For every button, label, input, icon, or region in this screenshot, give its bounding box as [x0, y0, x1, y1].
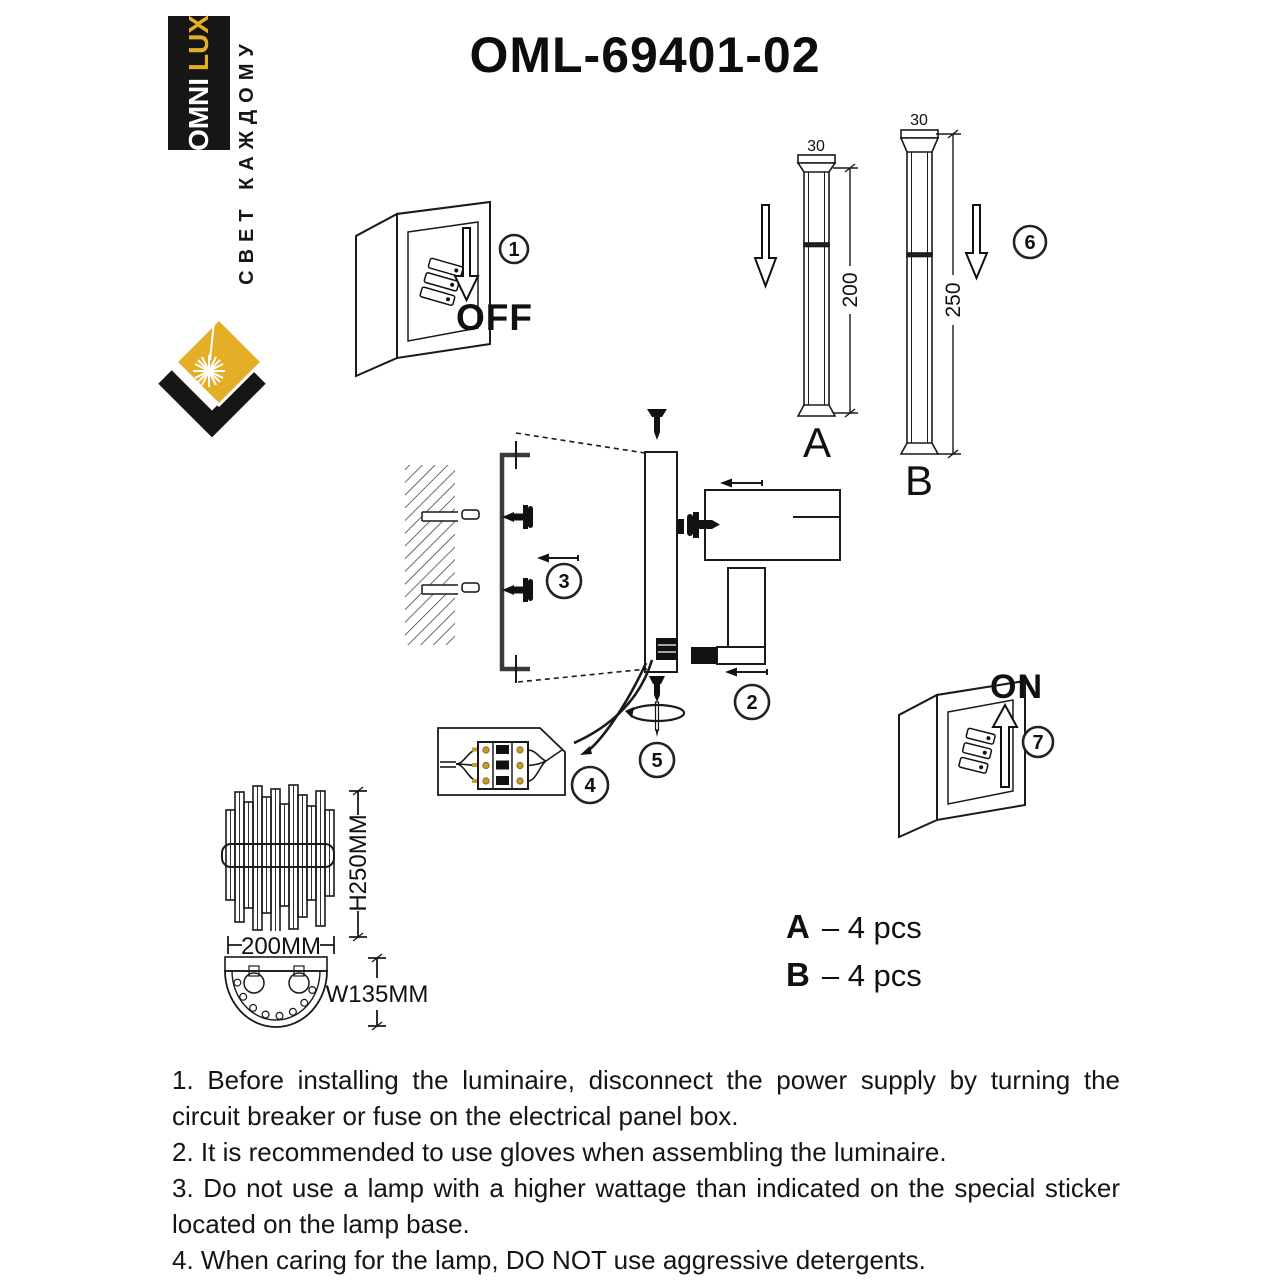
lamp-arm-base: [717, 647, 765, 664]
driver-box-drawing: [705, 490, 840, 560]
thin-screw-tip: [656, 730, 659, 737]
page-title: OML-69401-02: [469, 27, 821, 83]
wires-drawing: [574, 660, 652, 750]
center-band: [222, 844, 334, 867]
brand-wordmark-text: [168, 16, 230, 150]
height-dimension-label: H250MM: [345, 814, 372, 912]
rod-a-width-label: 30: [807, 138, 825, 155]
lamp-arm-connector: [691, 647, 717, 664]
screw-icon: [502, 578, 533, 602]
rod-b-drawing: [901, 130, 938, 454]
instructions-list: [172, 1062, 1120, 1278]
quantity-a-part: A: [786, 908, 810, 945]
alignment-dashed-line: [516, 433, 645, 453]
part-b-label: B: [904, 457, 934, 504]
brand-diamond-icon: [158, 316, 288, 451]
left-arrow-icon: [725, 668, 767, 677]
quantity-b-part: B: [786, 956, 810, 993]
wall-plate-top: [225, 957, 327, 971]
step-7-badge: [1023, 727, 1053, 757]
left-arrow-icon: [537, 554, 578, 563]
bulb-icon: [244, 966, 309, 993]
wire-connector-block: [656, 638, 678, 660]
step-7-number: 7: [1032, 732, 1044, 754]
step1-off-panel-diagram: [342, 192, 562, 382]
instruction-item: 3. Do not use a lamp with a higher wattage than indicated on the special sticker located on the lamp base.: [172, 1173, 1120, 1239]
brand-lux: LUX: [183, 14, 214, 71]
rod-b-length-label: 250: [942, 282, 965, 318]
step-5-number: 5: [651, 750, 663, 772]
rod-a-drawing: [798, 155, 835, 416]
logo-starburst-core: [205, 367, 214, 376]
step-4-badge: [572, 767, 608, 803]
left-arrow-icon: [720, 479, 762, 488]
step-4-number: 4: [584, 775, 596, 797]
down-arrow-icon: [755, 205, 776, 286]
down-arrow-icon: [966, 205, 987, 278]
part-a-label: A: [802, 419, 832, 466]
brand-tagline-text: СВЕТ КАЖДОМУ: [235, 37, 258, 285]
wall-drawing: [405, 465, 455, 645]
quantity-b-count: – 4 pcs: [821, 958, 922, 993]
terminal-block-drawing: [478, 742, 528, 789]
crystal-scallops: [234, 979, 316, 1019]
step-6-number: 6: [1024, 232, 1036, 254]
screw-icon: [687, 512, 720, 538]
alignment-dashed-line: [518, 669, 647, 682]
on-label: ON: [990, 668, 1043, 706]
step-2-number: 2: [746, 692, 758, 714]
rod-a-length-label: 200: [839, 272, 862, 308]
brand-tagline: [230, 10, 264, 312]
step-6-badge: [1014, 226, 1046, 258]
width-dimension-label: 200MM: [240, 933, 322, 960]
assembly-diagram: [390, 395, 875, 815]
rod-b-width-label: 30: [910, 112, 928, 129]
mounting-bracket-drawing: [502, 455, 530, 669]
wall-anchor-icon: [462, 510, 479, 592]
step-1-number: 1: [508, 239, 520, 261]
instruction-item: 1. Before installing the luminaire, disconnect the power supply by turning the circuit breaker or fuse on the electrical panel box.: [172, 1065, 1120, 1131]
off-label: OFF: [456, 297, 533, 338]
screw-icon: [649, 676, 665, 702]
quantity-a-count: – 4 pcs: [821, 910, 922, 945]
thin-screw-icon: [656, 702, 659, 730]
step-3-badge: [547, 564, 581, 598]
wire-end-arrow-icon: [580, 746, 592, 755]
quantity-a-row: [786, 908, 922, 946]
side-lug: [677, 519, 684, 534]
instruction-item: 2. It is recommended to use gloves when assembling the luminaire.: [172, 1137, 947, 1167]
step-3-number: 3: [558, 571, 570, 593]
height-dimension: [338, 785, 383, 945]
brand-wordmark: [168, 16, 230, 150]
instruction-item: 4. When caring for the lamp, DO NOT use aggressive detergents.: [172, 1245, 926, 1275]
quantity-b-row: [786, 956, 922, 994]
wire-tips: [472, 748, 477, 784]
top-screw-icon: [647, 409, 667, 440]
step-1-badge: [500, 235, 528, 263]
brand-omni: OMNI: [183, 77, 214, 152]
depth-dimension: [325, 950, 475, 1035]
lamp-arm-drawing: [728, 568, 765, 647]
crystal-bars: [226, 785, 334, 936]
screw-icon: [502, 505, 533, 529]
depth-dimension-label: W135MM: [325, 981, 429, 1008]
step-5-badge: [640, 743, 674, 777]
step-2-badge: [735, 685, 769, 719]
